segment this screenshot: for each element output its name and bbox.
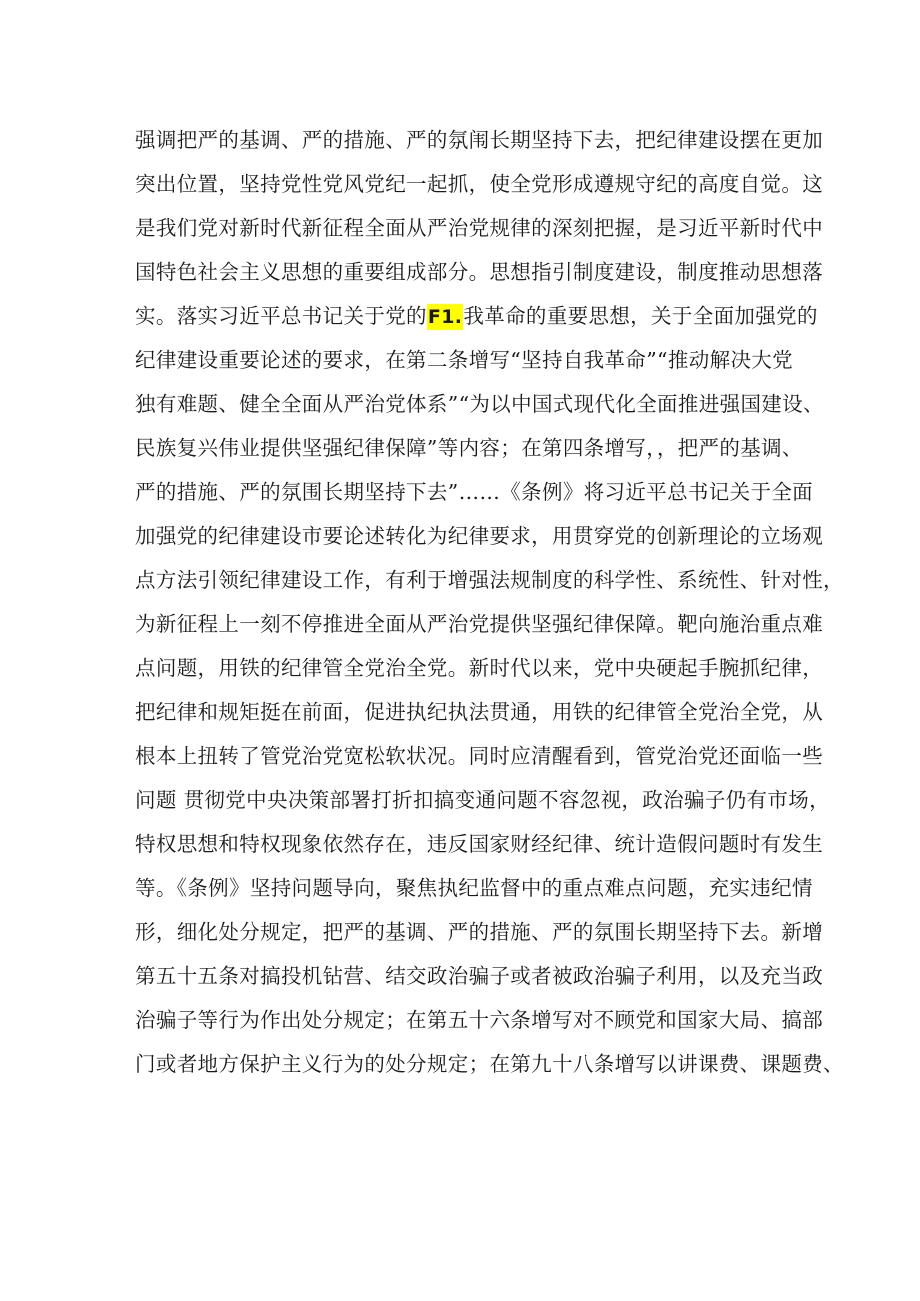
- text-line: 严的措施、严的氛围长期坚持下去”……《条例》将习近平总书记关于全面: [135, 480, 814, 504]
- text-line: 特权思想和特权现象依然存在，违反国家财经纪律、统计造假问题时有发生: [135, 832, 824, 856]
- text-line: 根本上扭转了管党治党宽松软状况。同时应清醒看到，管党治党还面临一些: [135, 744, 824, 768]
- text-line: 问题 贯彻党中央决策部署打折扣搞变通问题不容忽视，政治骗子仍有市场，: [135, 788, 830, 812]
- text-line: 点问题，用铁的纪律管全党治全党。新时代以来，党中央硬起手腕抓纪律，: [135, 656, 824, 680]
- text-line: 第五十五条对搞投机钻营、结交政治骗子或者被政治骗子利用，以及充当政: [135, 964, 824, 988]
- text-line: 强调把严的基调、严的措施、严的氛闱长期坚持下去，把纪律建设摆在更加: [135, 128, 824, 152]
- highlight-mark: F1.: [427, 306, 463, 328]
- text-line: 形，细化处分规定，把严的基调、严的措施、严的氛围长期坚持下去。新增: [135, 920, 824, 944]
- text-line: 加强党的纪律建设市要论述转化为纪律要求，用贯穿党的创新理论的立场观: [135, 524, 824, 548]
- text-line: 门或者地方保护主义行为的处分规定；在第九十八条增写以讲课费、课题费、: [135, 1052, 844, 1076]
- text-line: 民族复兴伟业提供坚强纪律保障”等内容；在第四条增写，，把严的基调、: [135, 436, 803, 460]
- text-line-highlighted: [135, 294, 818, 338]
- text-line: 是我们党对新时代新征程全面从严治党规律的深刻把握，是习近平新时代中: [135, 216, 824, 240]
- text-line: 把纪律和规矩挺在前面，促进执纪执法贯通，用铁的纪律管全党治全党，从: [135, 700, 824, 724]
- text-line: 纪律建设重要论述的要求，在第二条增写“坚持自我革命”“推动解决大党: [135, 348, 793, 372]
- text-line: 国特色社会主义思想的重要组成部分。思想指引制度建设，制度推动思想落: [135, 260, 824, 284]
- body-paragraph: [135, 118, 844, 1086]
- text-line: 突出位置，坚持党性党风党纪一起抓，使全党形成遵规守纪的高度自觉。这: [135, 172, 824, 196]
- text-segment: 实。落实习近平总书记关于党的: [135, 304, 427, 328]
- text-segment: 我革命的重要思想，关于全面加强党的: [463, 304, 818, 328]
- text-line: 为新征程上一刻不停推进全面从严治党提供坚强纪律保障。靶向施治重点难: [135, 612, 824, 636]
- text-line: 等。《条例》坚持问题导向，聚焦执纪监督中的重点难点问题，充实违纪情: [135, 876, 813, 900]
- text-line: 治骗子等行为作出处分规定；在第五十六条增写对不顾党和国家大局、搞部: [135, 1008, 824, 1032]
- text-line: 点方法引领纪律建设工作，有利于增强法规制度的科学性、系统性、针对性，: [135, 568, 844, 592]
- text-line: 独有难题、健全全面从严治党体系”“为以中国式现代化全面推进强国建设、: [135, 392, 824, 416]
